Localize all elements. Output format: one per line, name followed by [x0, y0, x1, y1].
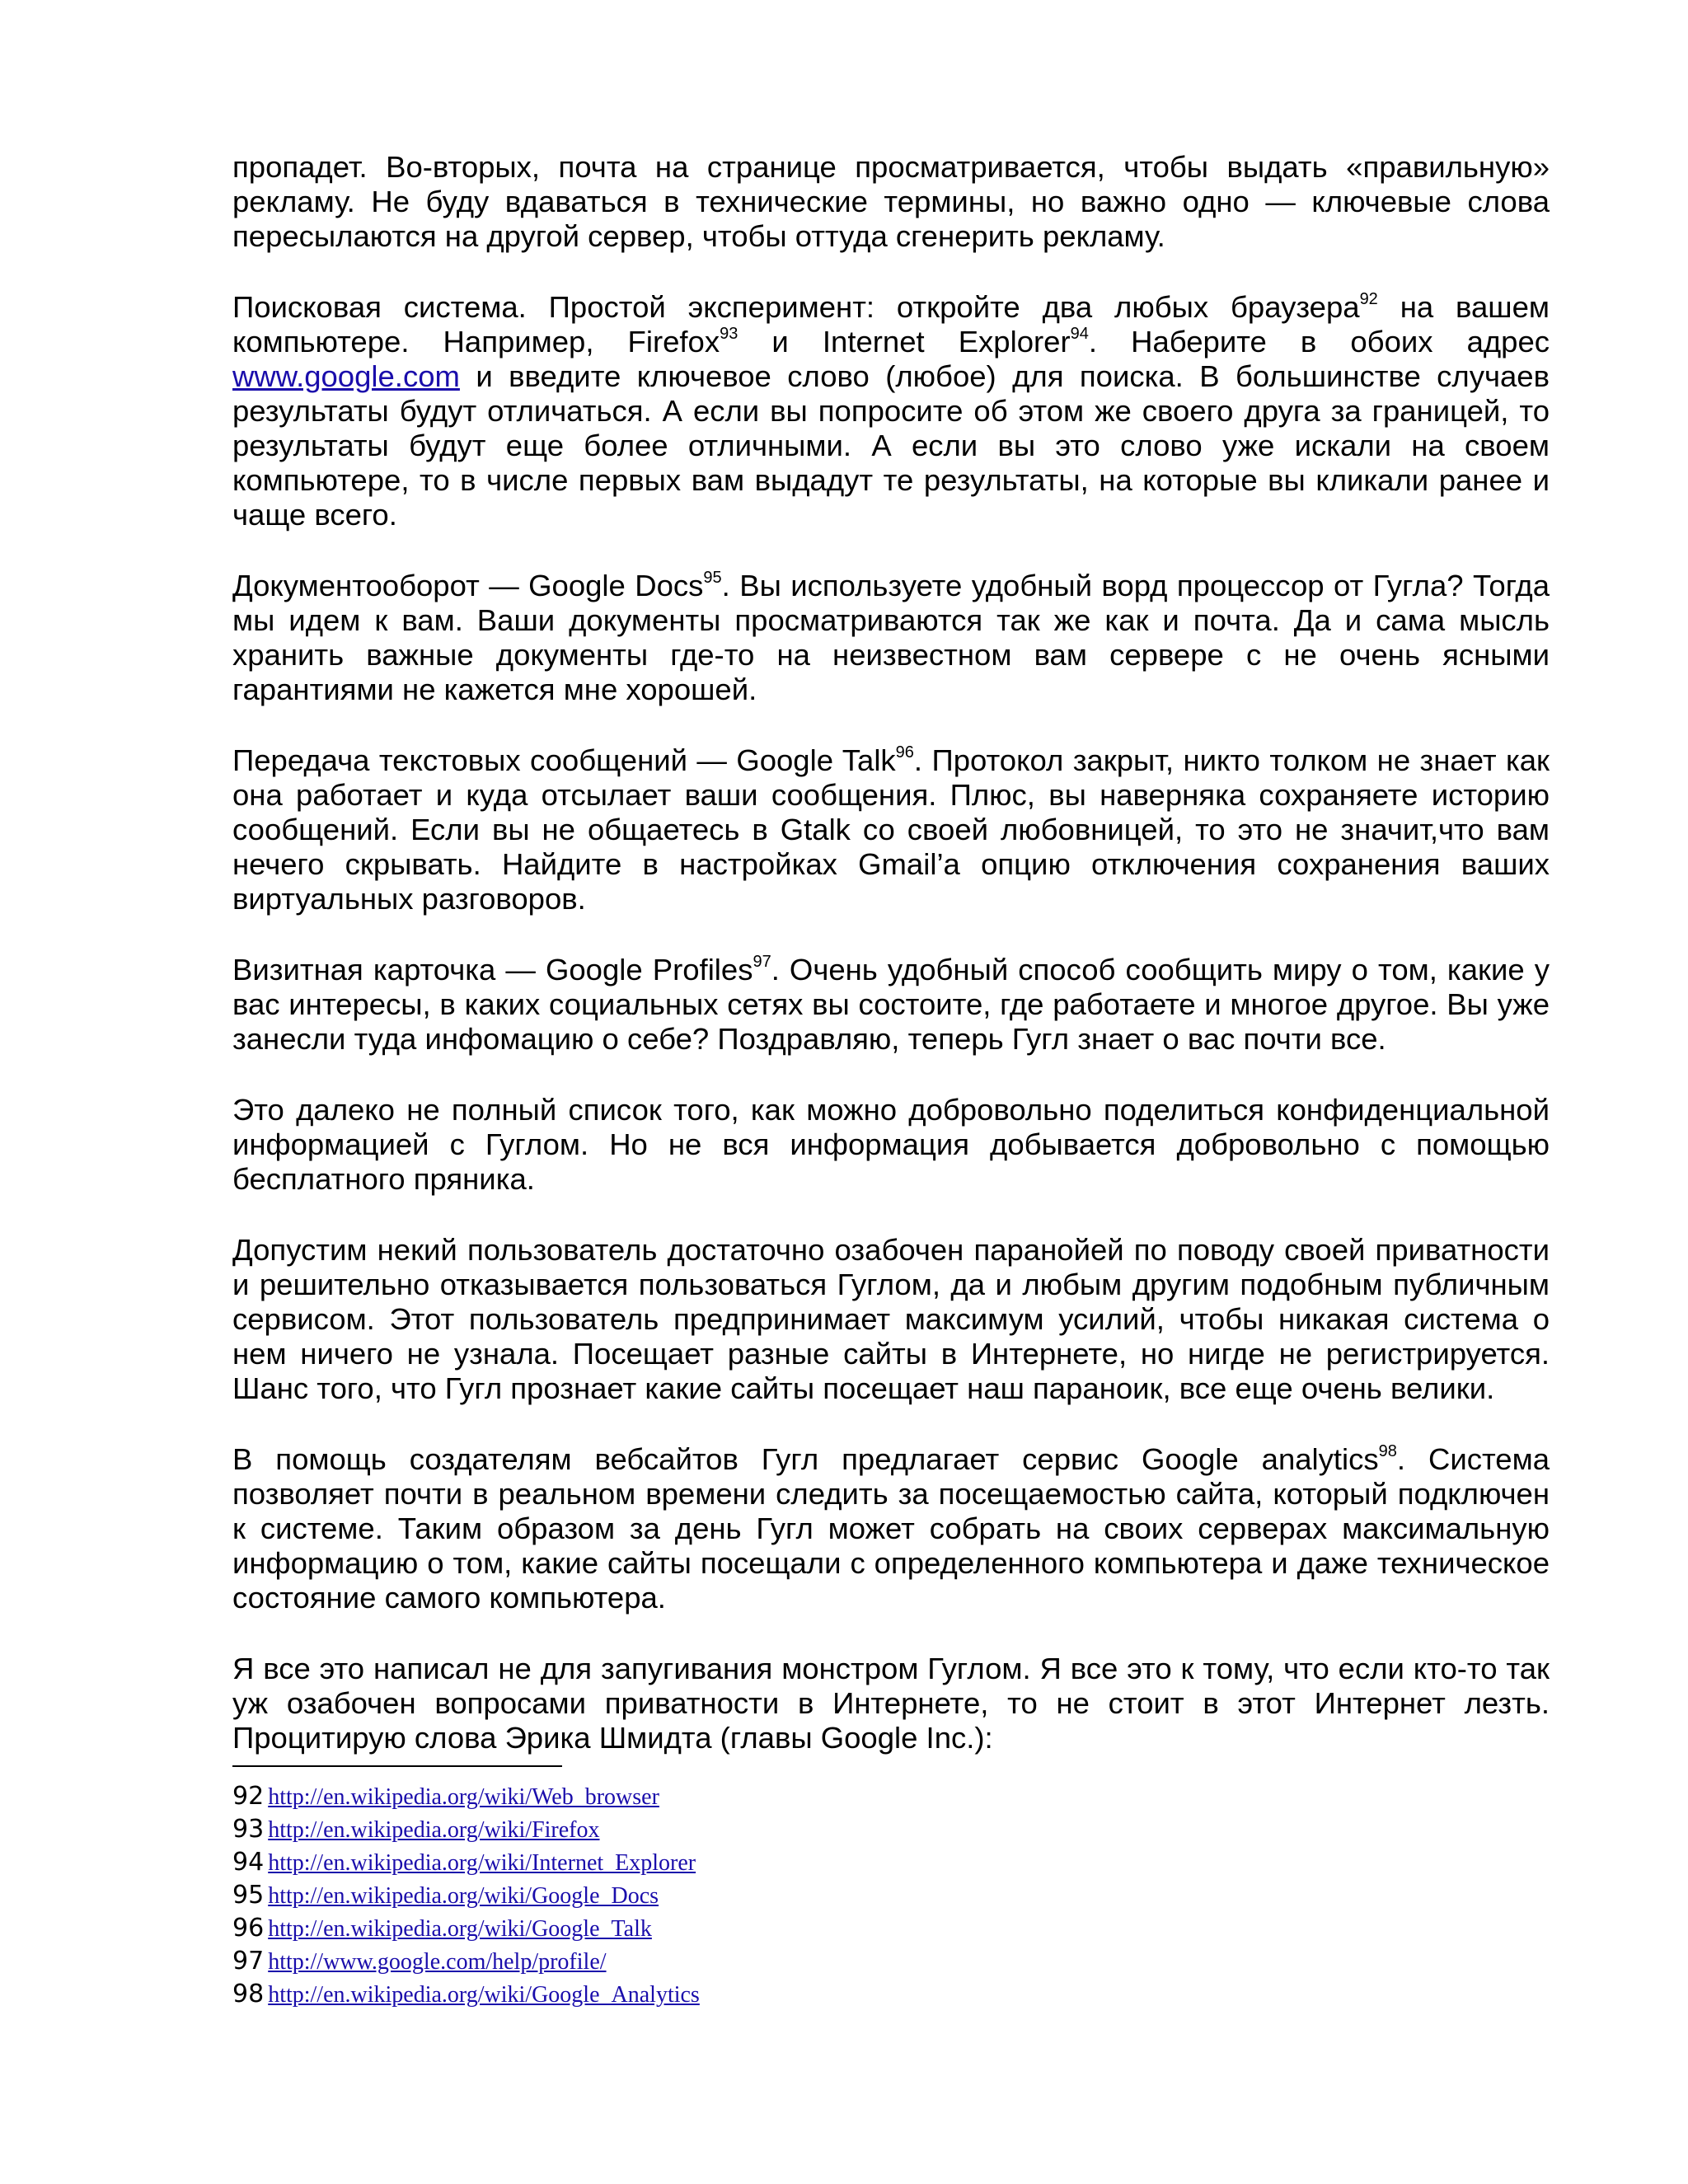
footnote-link[interactable]: http://en.wikipedia.org/wiki/Google_Docs — [268, 1883, 659, 1909]
document-body — [232, 150, 1550, 1792]
paragraph-google-profiles: Визитная карточка — Google Profiles$^{97}$. Очень удобный способ сообщить миру о том, какие у вас интересы, в каких социальных сетях вы состоите, где работаете и многое другое. Вы уже занесли туда инфомацию о себе? Поздравляю, теперь Гугл знает о вас почти все. — [232, 953, 1550, 1056]
footnote-ref-97[interactable]: 97 — [753, 953, 771, 971]
footnote-ref-94[interactable]: 94 — [1070, 325, 1089, 343]
paragraph-incomplete-list: Это далеко не полный список того, как можно добровольно поделиться конфиденциальной информацией с Гуглом. Но не вся информация добывается добровольно с помощью бесплатного пряника. — [232, 1093, 1550, 1196]
footnote-number: 95 — [232, 1881, 265, 1910]
footnote-link[interactable]: http://en.wikipedia.org/wiki/Web_browser — [268, 1784, 659, 1810]
footnotes-list — [232, 1780, 1550, 2011]
footnote-link[interactable]: http://en.wikipedia.org/wiki/Google_Analytics — [268, 1982, 700, 2008]
google-com-link[interactable]: www.google.com — [232, 359, 460, 393]
footnote-number: 93 — [232, 1815, 265, 1844]
paragraph-google-talk: Передача текстовых сообщений — Google Talk$^{96}$. Протокол закрыт, никто толком не знает как она работает и куда отсылает ваши сообщения. Плюс, вы наверняка сохраняете историю сообщений. Если вы не общаетесь в Gtalk со своей любовницей, то это не значит,что вам нечего скрывать. Найдите в настройках Gmail’a опцию отключения сохранения ваших виртуальных разговоров. — [232, 743, 1550, 916]
paragraph-google-analytics: В помощь создателям вебсайтов Гугл предлагает сервис Google analytics$^{98}$. Система позволяет почти в реальном времени следить за посещаемостью сайта, который подключен к системе. Таким образом за день Гугл может собрать на своих серверах максимальную информацию о том, какие сайты посещали с определенного компьютера и даже техническое состояние самого компьютера. — [232, 1442, 1550, 1615]
footnote-item — [232, 1978, 1550, 2011]
footnote-number: 92 — [232, 1782, 265, 1811]
footnote-item — [232, 1879, 1550, 1912]
footnote-ref-96[interactable]: 96 — [895, 743, 914, 762]
paragraph-search-engine: Поисковая система. Простой эксперимент: откройте два любых браузера$^{92}$ на вашем компьютере. Например, Firefox$^{93}$ и Internet Explorer$^{94}$. Наберите в обоих адрес www.google.com и введите ключевое слово (любое) для поиска. В большинстве случаев результаты будут отличаться. А если вы попросите об этом же своего друга за границей, то результаты будут еще более отличными. А если вы это слово уже искали на своем компьютере, то в числе первых вам выдадут те результаты, на которые вы кликали ранее и чаще всего. — [232, 290, 1550, 532]
paragraph-google-docs: Документооборот — Google Docs$^{95}$. Вы используете удобный ворд процессор от Гугла? Тогда мы идем к вам. Ваши документы просматриваются так же как и почта. Да и сама мысль хранить важные документы где-то на неизвестном вам сервере с не очень ясными гарантиями не кажется мне хорошей. — [232, 569, 1550, 706]
paragraph-paranoid-user: Допустим некий пользователь достаточно озабочен паранойей по поводу своей приватности и решительно отказывается пользоваться Гуглом, да и любым другим подобным публичным сервисом. Этот пользователь предпринимает максимум усилий, чтобы никакая система о нем ничего не узнала. Посещает разные сайты в Интернете, но нигде не регистрируется. Шанс того, что Гугл прознает какие сайты посещает наш параноик, все еще очень велики. — [232, 1233, 1550, 1405]
footnote-ref-93[interactable]: 93 — [720, 325, 738, 343]
footnote-link[interactable]: http://en.wikipedia.org/wiki/Firefox — [268, 1817, 600, 1843]
footnote-link[interactable]: http://en.wikipedia.org/wiki/Internet_Explorer — [268, 1850, 696, 1876]
footnote-ref-95[interactable]: 95 — [703, 569, 722, 587]
footnote-item — [232, 1945, 1550, 1978]
footnote-ref-92[interactable]: 92 — [1359, 290, 1378, 308]
footnote-link[interactable]: http://www.google.com/help/profile/ — [268, 1949, 607, 1975]
footnote-item — [232, 1846, 1550, 1879]
paragraph-mail-ads: пропадет. Во-вторых, почта на странице просматривается, чтобы выдать «правильную» рекламу. Не буду вдаваться в технические термины, но важно одно — ключевые слова пересылаются на другой сервер, чтобы оттуда сгенерить рекламу. — [232, 150, 1550, 253]
footnote-link[interactable]: http://en.wikipedia.org/wiki/Google_Talk — [268, 1916, 652, 1942]
footnote-item — [232, 1912, 1550, 1945]
footnote-number: 98 — [232, 1980, 265, 2008]
footnote-number: 94 — [232, 1848, 265, 1877]
paragraph-conclusion: Я все это написал не для запугивания монстром Гуглом. Я все это к тому, что если кто-то так уж озабочен вопросами приватности в Интернете, то не стоит в этот Интернет лезть. Процитирую слова Эрика Шмидта (главы Google Inc.): — [232, 1652, 1550, 1755]
footnote-item — [232, 1813, 1550, 1846]
footnote-separator — [232, 1765, 562, 1767]
footnote-number: 97 — [232, 1947, 265, 1975]
footnote-number: 96 — [232, 1914, 265, 1943]
footnote-item — [232, 1780, 1550, 1813]
footnote-ref-98[interactable]: 98 — [1378, 1442, 1397, 1460]
